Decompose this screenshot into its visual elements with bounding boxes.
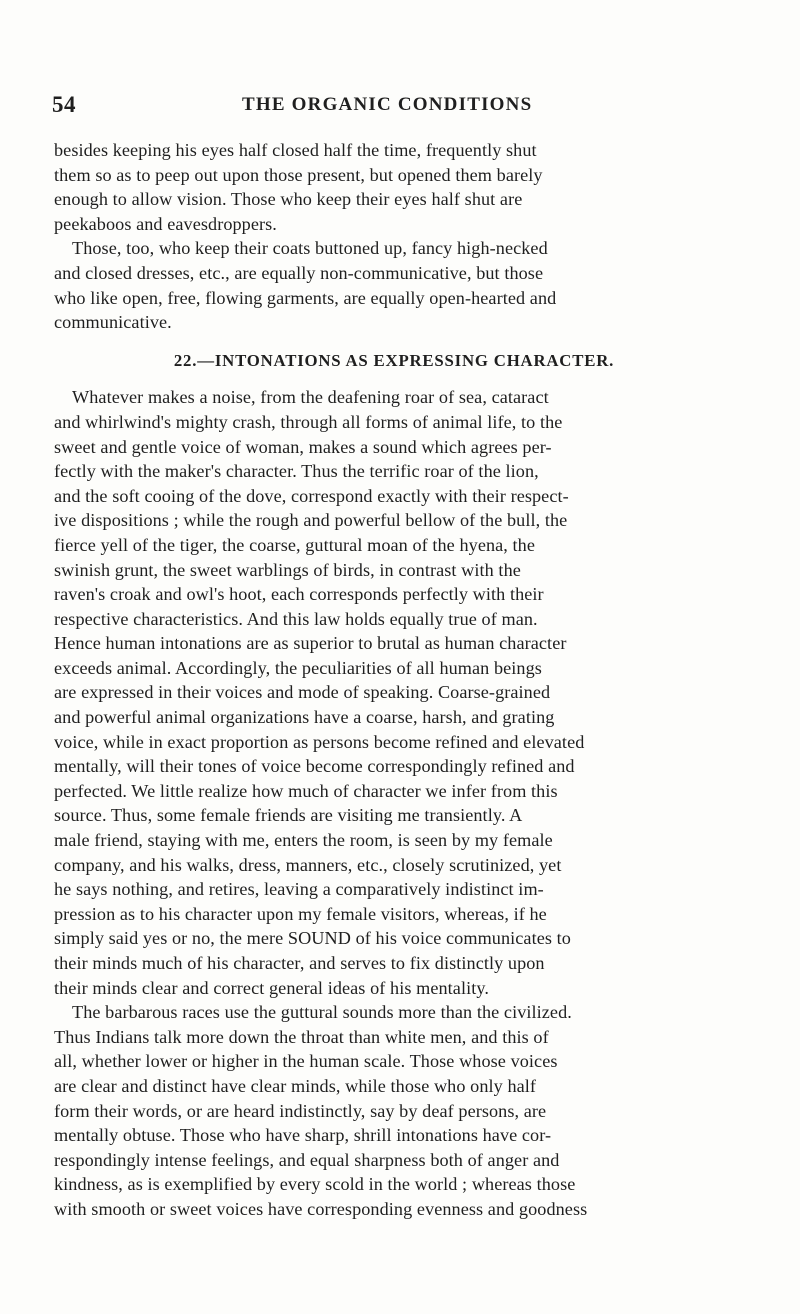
paragraph-clothing	[54, 236, 734, 334]
text-line: are expressed in their voices and mode of speaking. Coarse-grained	[54, 682, 551, 703]
text-line: raven's croak and owl's hoot, each corresponds perfectly with their	[54, 584, 544, 605]
text-line: sweet and gentle voice of woman, makes a sound which agrees per-	[54, 436, 552, 457]
text-line: form their words, or are heard indistinctly, say by deaf persons, are	[54, 1100, 547, 1121]
text-line: respective characteristics. And this law holds equally true of man.	[54, 608, 538, 629]
running-head: THE ORGANIC CONDITIONS	[242, 94, 533, 115]
text-line: communicative.	[54, 312, 172, 333]
page-number: 54	[52, 92, 76, 117]
text-line: Whatever makes a noise, from the deafening roar of sea, cataract	[72, 387, 549, 408]
text-line: are clear and distinct have clear minds, while those who only half	[54, 1075, 537, 1096]
text-line: Hence human intonations are as superior to brutal as human character	[54, 633, 567, 654]
text-line: who like open, free, flowing garments, are equally open-hearted and	[54, 287, 557, 308]
text-line: and closed dresses, etc., are equally non-communicative, but those	[54, 262, 544, 283]
page-header	[52, 92, 734, 118]
text-line: The barbarous races use the guttural sounds more than the civilized.	[72, 1002, 572, 1023]
section-heading: 22.—INTONATIONS AS EXPRESSING CHARACTER.	[173, 350, 615, 370]
text-line: mentally, will their tones of voice become correspondingly refined and	[54, 756, 575, 777]
text-line: and whirlwind's mighty crash, through all forms of animal life, to the	[54, 411, 563, 432]
text-line: perfected. We little realize how much of character we infer from this	[54, 780, 558, 801]
text-line: fectly with the maker's character. Thus the terrific roar of the lion,	[54, 461, 539, 482]
text-line: pression as to his character upon my female visitors, whereas, if he	[54, 903, 547, 924]
text-line: besides keeping his eyes half closed half the time, frequently shut	[54, 140, 537, 160]
paragraph-continuation	[54, 138, 734, 236]
paragraph-intonations	[54, 385, 734, 1000]
text-line: and the soft cooing of the dove, correspond exactly with their respect-	[54, 485, 569, 506]
text-line: company, and his walks, dress, manners, etc., closely scrutinized, yet	[54, 854, 562, 875]
text-line: kindness, as is exemplified by every scold in the world ; whereas those	[54, 1174, 576, 1195]
paragraph-races	[54, 1000, 734, 1221]
text-line: source. Thus, some female friends are visiting me transiently. A	[54, 805, 523, 826]
text-line: their minds clear and correct general ideas of his mentality.	[54, 977, 489, 998]
text-line: all, whether lower or higher in the human scale. Those whose voices	[54, 1051, 558, 1072]
text-line: enough to allow vision. Those who keep their eyes half shut are	[54, 189, 523, 210]
text-line: with smooth or sweet voices have corresponding evenness and goodness	[54, 1198, 588, 1219]
text-line: peekaboos and eavesdroppers.	[54, 213, 277, 234]
body-text	[54, 138, 734, 1222]
text-line: respondingly intense feelings, and equal sharpness both of anger and	[54, 1149, 560, 1170]
text-line: swinish grunt, the sweet warblings of birds, in contrast with the	[54, 559, 521, 580]
text-line: ive dispositions ; while the rough and powerful bellow of the bull, the	[54, 510, 568, 531]
text-line: Thus Indians talk more down the throat than white men, and this of	[54, 1026, 549, 1047]
text-line: simply said yes or no, the mere SOUND of his voice communicates to	[54, 928, 571, 949]
text-line: exceeds animal. Accordingly, the peculiarities of all human beings	[54, 657, 542, 678]
text-line: voice, while in exact proportion as persons become refined and elevated	[54, 731, 585, 752]
text-line: Those, too, who keep their coats buttoned up, fancy high-necked	[72, 238, 548, 259]
text-line: their minds much of his character, and serves to fix distinctly upon	[54, 953, 545, 973]
text-line: and powerful animal organizations have a coarse, harsh, and grating	[54, 707, 555, 728]
text-line: them so as to peep out upon those present, but opened them barely	[54, 164, 543, 185]
text-line: he says nothing, and retires, leaving a comparatively indistinct im-	[54, 879, 544, 900]
text-line: mentally obtuse. Those who have sharp, shrill intonations have cor-	[54, 1125, 552, 1146]
text-line: male friend, staying with me, enters the room, is seen by my female	[54, 830, 553, 851]
text-line: fierce yell of the tiger, the coarse, guttural moan of the hyena, the	[54, 534, 536, 555]
